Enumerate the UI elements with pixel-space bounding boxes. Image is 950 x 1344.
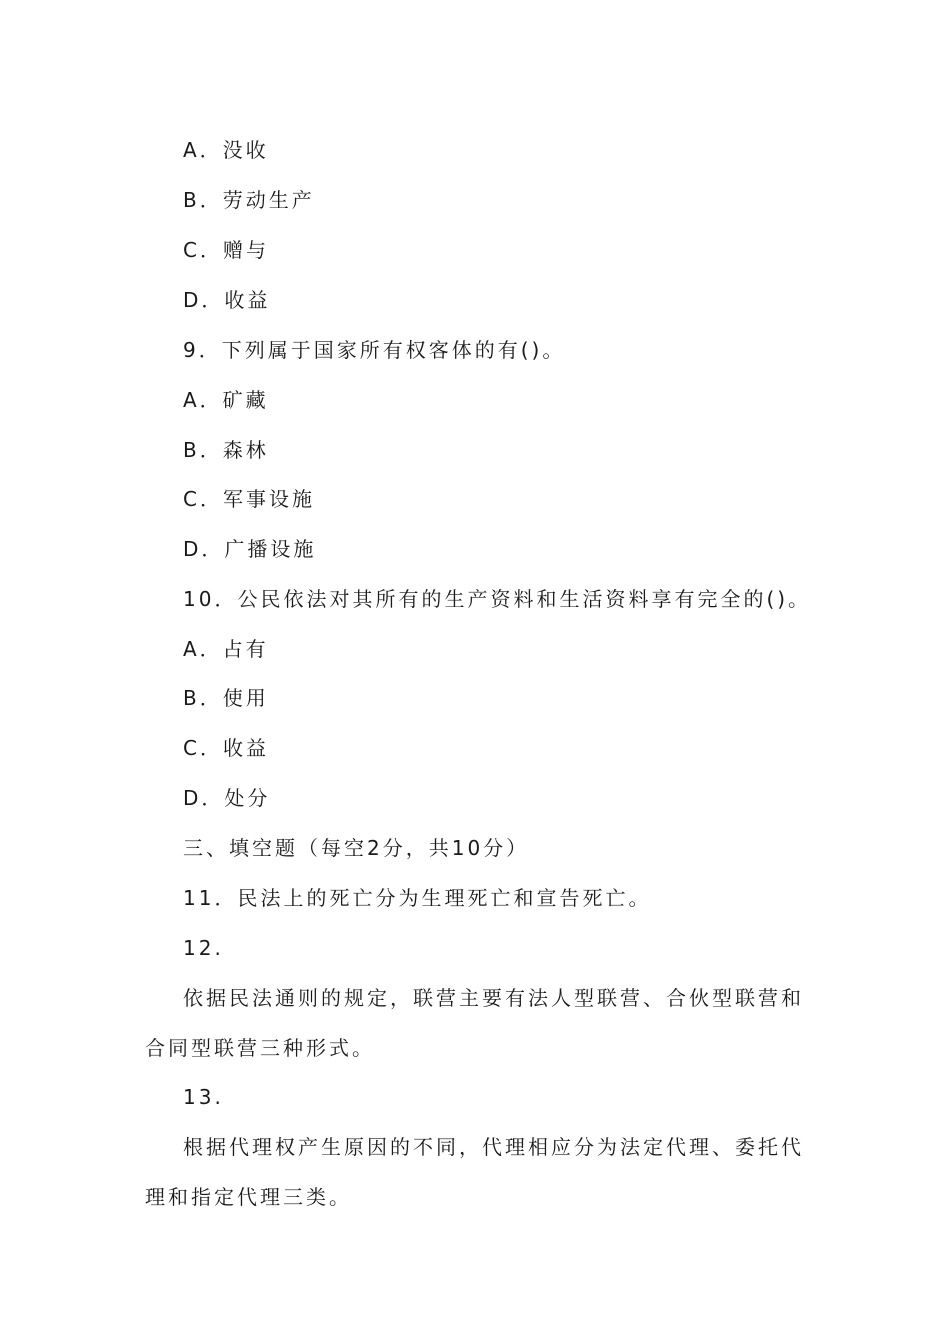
question-13-text: 根据代理权产生原因的不同，代理相应分为法定代理、委托代理和指定代理三类。 xyxy=(145,1135,804,1209)
section-heading-fill-in: 三、填空题（每空2分，共10分） xyxy=(183,836,530,860)
option-b-q8: B．劳动生产 xyxy=(183,188,315,212)
option-c-q9: C．军事设施 xyxy=(183,487,315,511)
option-a-q9: A．矿藏 xyxy=(183,388,269,412)
option-a-q10: A．占有 xyxy=(183,637,269,661)
option-d-q10: D．处分 xyxy=(183,786,271,810)
option-a-q8: A．没收 xyxy=(183,138,269,162)
option-d-q8: D．收益 xyxy=(183,288,271,312)
question-10: 10．公民依法对其所有的生产资料和生活资料享有完全的()。 xyxy=(183,587,812,611)
question-13-number: 13. xyxy=(183,1085,224,1109)
option-b-q10: B．使用 xyxy=(183,686,269,710)
option-b-q9: B．森林 xyxy=(183,438,269,462)
option-c-q10: C．收益 xyxy=(183,736,269,760)
question-12-number: 12. xyxy=(183,936,224,960)
option-c-q8: C．赠与 xyxy=(183,238,269,262)
question-11: 11．民法上的死亡分为生理死亡和宣告死亡。 xyxy=(183,886,652,910)
question-12-text: 依据民法通则的规定，联营主要有法人型联营、合伙型联营和合同型联营三种形式。 xyxy=(145,986,804,1060)
option-d-q9: D．广播设施 xyxy=(183,537,317,561)
question-9: 9．下列属于国家所有权客体的有()。 xyxy=(183,338,566,362)
